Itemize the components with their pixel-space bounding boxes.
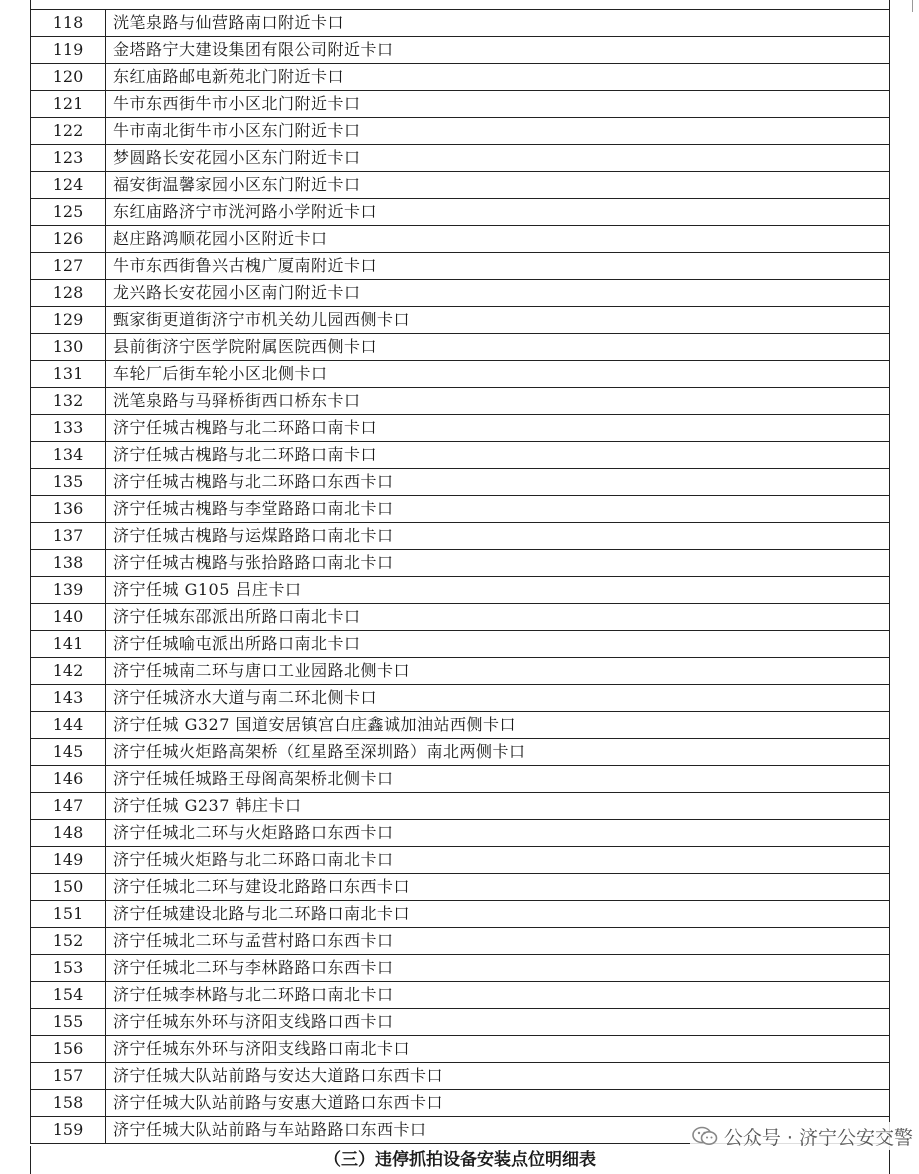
row-number: 134 — [31, 442, 106, 469]
checkpoint-location: 济宁任城北二环与火炬路路口东西卡口 — [106, 820, 890, 847]
row-number: 127 — [31, 253, 106, 280]
row-number: 126 — [31, 226, 106, 253]
checkpoint-location: 济宁任城 G327 国道安居镇宫白庄鑫诚加油站西侧卡口 — [106, 712, 890, 739]
table-row — [31, 91, 890, 118]
checkpoint-location: 济宁任城大队站前路与安惠大道路口东西卡口 — [106, 1090, 890, 1117]
row-number: 119 — [31, 37, 106, 64]
row-number: 152 — [31, 928, 106, 955]
checkpoint-location: 济宁任城火炬路与北二环路口南北卡口 — [106, 847, 890, 874]
table-row — [31, 226, 890, 253]
row-number: 133 — [31, 415, 106, 442]
table-row — [31, 793, 890, 820]
checkpoint-location: 济宁任城喻屯派出所路口南北卡口 — [106, 631, 890, 658]
checkpoint-location: 济宁任城东外环与济阳支线路口西卡口 — [106, 1009, 890, 1036]
checkpoint-location: 济宁任城北二环与建设北路路口东西卡口 — [106, 874, 890, 901]
checkpoint-location: 梦圆路长安花园小区东门附近卡口 — [106, 145, 890, 172]
row-number: 137 — [31, 523, 106, 550]
table-row — [31, 388, 890, 415]
table-row — [31, 604, 890, 631]
watermark — [690, 1122, 915, 1150]
checkpoint-location: 甄家街更道街济宁市机关幼儿园西侧卡口 — [106, 307, 890, 334]
table-row — [31, 739, 890, 766]
table-row — [31, 631, 890, 658]
row-number: 135 — [31, 469, 106, 496]
table-row — [31, 415, 890, 442]
watermark-text: 公众号 · 济宁公安交警 — [723, 1126, 913, 1149]
table-row — [31, 1063, 890, 1090]
row-number: 139 — [31, 577, 106, 604]
row-number: 149 — [31, 847, 106, 874]
table-row — [31, 280, 890, 307]
checkpoint-location: 济宁任城南二环与唐口工业园路北侧卡口 — [106, 658, 890, 685]
row-number: 143 — [31, 685, 106, 712]
table-row — [31, 712, 890, 739]
checkpoint-location: 济宁任城大队站前路与安达大道路口东西卡口 — [106, 1063, 890, 1090]
table-row — [31, 523, 890, 550]
row-number: 128 — [31, 280, 106, 307]
table-row — [31, 982, 890, 1009]
row-number: 138 — [31, 550, 106, 577]
checkpoint-location: 牛市东西街牛市小区北门附近卡口 — [106, 91, 890, 118]
row-number: 125 — [31, 199, 106, 226]
checkpoint-location: 济宁任城济水大道与南二环北侧卡口 — [106, 685, 890, 712]
row-number: 122 — [31, 118, 106, 145]
checkpoint-location: 济宁任城火炬路高架桥（红星路至深圳路）南北两侧卡口 — [106, 739, 890, 766]
row-number: 118 — [31, 10, 106, 37]
checkpoint-location: 济宁任城古槐路与北二环路口东西卡口 — [106, 469, 890, 496]
table-row — [31, 145, 890, 172]
table-row — [31, 847, 890, 874]
table-row — [31, 469, 890, 496]
row-number: 120 — [31, 64, 106, 91]
checkpoint-location: 济宁任城东外环与济阳支线路口南北卡口 — [106, 1036, 890, 1063]
section-title: （三）违停抓拍设备安装点位明细表 — [30, 1146, 890, 1174]
row-number: 150 — [31, 874, 106, 901]
table-row — [31, 1090, 890, 1117]
checkpoint-location: 牛市南北街牛市小区东门附近卡口 — [106, 118, 890, 145]
table-row — [31, 577, 890, 604]
checkpoint-table — [30, 9, 890, 1144]
table-row — [31, 1009, 890, 1036]
table-row — [31, 901, 890, 928]
checkpoint-location: 济宁任城 G105 吕庄卡口 — [106, 577, 890, 604]
wechat-icon — [692, 1126, 718, 1146]
checkpoint-location: 东红庙路济宁市洸河路小学附近卡口 — [106, 199, 890, 226]
checkpoint-location: 东红庙路邮电新苑北门附近卡口 — [106, 64, 890, 91]
row-number: 140 — [31, 604, 106, 631]
row-number: 124 — [31, 172, 106, 199]
table-row — [31, 874, 890, 901]
row-number: 158 — [31, 1090, 106, 1117]
table-row — [31, 955, 890, 982]
checkpoint-location: 济宁任城 G237 韩庄卡口 — [106, 793, 890, 820]
table-row — [31, 658, 890, 685]
row-number: 145 — [31, 739, 106, 766]
row-number: 153 — [31, 955, 106, 982]
checkpoint-location: 济宁任城古槐路与张拾路路口南北卡口 — [106, 550, 890, 577]
table-row — [31, 64, 890, 91]
checkpoint-location: 洸笔泉路与马驿桥街西口桥东卡口 — [106, 388, 890, 415]
row-number: 130 — [31, 334, 106, 361]
table-row — [31, 253, 890, 280]
row-number: 131 — [31, 361, 106, 388]
row-number: 155 — [31, 1009, 106, 1036]
row-number: 154 — [31, 982, 106, 1009]
checkpoint-location: 济宁任城任城路王母阁高架桥北侧卡口 — [106, 766, 890, 793]
checkpoint-location: 济宁任城古槐路与北二环路口南卡口 — [106, 415, 890, 442]
table-row — [31, 442, 890, 469]
checkpoint-location: 济宁任城古槐路与运煤路路口南北卡口 — [106, 523, 890, 550]
table-body — [31, 10, 890, 1144]
table-row — [31, 820, 890, 847]
row-number: 148 — [31, 820, 106, 847]
table-row — [31, 334, 890, 361]
table-row — [31, 1036, 890, 1063]
checkpoint-location: 济宁任城古槐路与李堂路路口南北卡口 — [106, 496, 890, 523]
table-row — [31, 928, 890, 955]
table-row — [31, 37, 890, 64]
checkpoint-location: 济宁任城东邵派出所路口南北卡口 — [106, 604, 890, 631]
table-row — [31, 685, 890, 712]
table-row — [31, 118, 890, 145]
checkpoint-location: 济宁任城李林路与北二环路口南北卡口 — [106, 982, 890, 1009]
checkpoint-location: 济宁任城北二环与李林路路口东西卡口 — [106, 955, 890, 982]
table-row — [31, 496, 890, 523]
row-number: 129 — [31, 307, 106, 334]
table-row — [31, 550, 890, 577]
row-number: 132 — [31, 388, 106, 415]
row-number: 157 — [31, 1063, 106, 1090]
checkpoint-location: 济宁任城北二环与孟营村路口东西卡口 — [106, 928, 890, 955]
checkpoint-location: 牛市东西街鲁兴古槐广厦南附近卡口 — [106, 253, 890, 280]
table-row — [31, 199, 890, 226]
table-top-continuation — [30, 0, 890, 9]
row-number: 136 — [31, 496, 106, 523]
page-corner-mark — [912, 0, 913, 12]
row-number: 159 — [31, 1117, 106, 1144]
checkpoint-location: 车轮厂后街车轮小区北侧卡口 — [106, 361, 890, 388]
row-number: 141 — [31, 631, 106, 658]
table-row — [31, 307, 890, 334]
table-row — [31, 766, 890, 793]
table-row — [31, 172, 890, 199]
checkpoint-location: 洸笔泉路与仙营路南口附近卡口 — [106, 10, 890, 37]
checkpoint-location: 金塔路宁大建设集团有限公司附近卡口 — [106, 37, 890, 64]
checkpoint-location: 福安街温馨家园小区东门附近卡口 — [106, 172, 890, 199]
row-number: 144 — [31, 712, 106, 739]
row-number: 121 — [31, 91, 106, 118]
table-row — [31, 10, 890, 37]
checkpoint-location: 县前街济宁医学院附属医院西侧卡口 — [106, 334, 890, 361]
row-number: 151 — [31, 901, 106, 928]
checkpoint-location: 龙兴路长安花园小区南门附近卡口 — [106, 280, 890, 307]
row-number: 147 — [31, 793, 106, 820]
row-number: 123 — [31, 145, 106, 172]
row-number: 142 — [31, 658, 106, 685]
checkpoint-location: 济宁任城古槐路与北二环路口南卡口 — [106, 442, 890, 469]
row-number: 156 — [31, 1036, 106, 1063]
row-number: 146 — [31, 766, 106, 793]
checkpoint-location: 济宁任城大队站前路与车站路路口东西卡口 — [106, 1117, 890, 1144]
checkpoint-location: 赵庄路鸿顺花园小区附近卡口 — [106, 226, 890, 253]
checkpoint-location: 济宁任城建设北路与北二环路口南北卡口 — [106, 901, 890, 928]
table-row — [31, 361, 890, 388]
